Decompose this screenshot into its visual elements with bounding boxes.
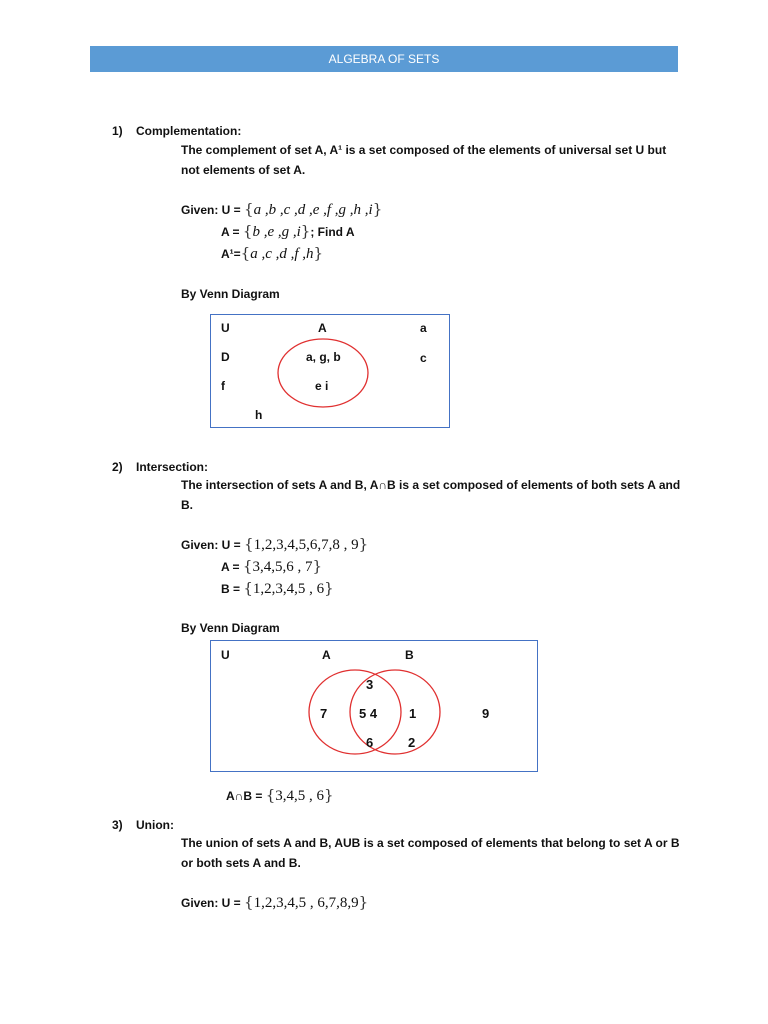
s2-venn-9: 9 <box>482 706 490 721</box>
s2-given-b: B = {1,2,3,4,5 , 6} <box>221 579 334 597</box>
s1-given-u: Given: U = {a ,b ,c ,d ,e ,f ,g ,h ,i} <box>181 200 383 218</box>
s3-given-u-label: Given: U = <box>181 896 241 910</box>
s1-venn-inside-2: e i <box>315 379 329 393</box>
s1-ac-set: a ,c ,d ,f ,h <box>250 246 314 262</box>
s2-venn-diagram <box>210 640 538 772</box>
s2-venn-2: 2 <box>408 735 416 750</box>
s2-result-set: 3,4,5 , 6 <box>275 788 324 804</box>
s1-venn-h: h <box>255 408 263 422</box>
section-1-desc-line1: The complement of set A, A¹ is a set composed of the elements of universal set U but <box>181 143 667 157</box>
s1-given-a: A = {b ,e ,g ,i}; Find A <box>221 222 355 240</box>
s1-given-u-label: Given: U = <box>181 203 241 217</box>
section-3-desc-line1: The union of sets A and B, AUB is a set composed of elements that belong to set A or B <box>181 836 680 850</box>
s1-venn-d: D <box>221 350 230 364</box>
s2-venn-1: 1 <box>409 706 417 721</box>
s2-b-label: B = <box>221 582 241 596</box>
s1-venn-c: c <box>420 351 427 365</box>
s2-venn-u: U <box>221 648 230 662</box>
page-header <box>90 46 678 72</box>
s2-a-set: 3,4,5,6 , 7 <box>252 559 313 575</box>
s1-a-label: A = <box>221 225 240 239</box>
s3-given-u: Given: U = {1,2,3,4,5 , 6,7,8,9} <box>181 893 369 911</box>
s3-given-u-set: 1,2,3,4,5 , 6,7,8,9 <box>253 895 359 911</box>
s2-given-u: Given: U = {1,2,3,4,5,6,7,8 , 9} <box>181 535 369 553</box>
s2-result: A∩B = {3,4,5 , 6} <box>226 786 334 804</box>
s1-venn-diagram <box>210 314 450 428</box>
s1-a-set: b ,e ,g ,i <box>252 224 301 240</box>
section-1-title: Complementation: <box>136 124 242 138</box>
s1-given-u-set: a ,b ,c ,d ,e ,f ,g ,h ,i <box>253 202 373 218</box>
section-3-desc-line2: or both sets A and B. <box>181 856 301 870</box>
s1-venn-a-outside: a <box>420 321 427 335</box>
s2-venn-6: 6 <box>366 735 374 750</box>
s2-result-label: A∩B = <box>226 789 263 803</box>
s2-venn-b-label: B <box>405 648 414 662</box>
s2-given-u-set: 1,2,3,4,5,6,7,8 , 9 <box>253 537 359 553</box>
s2-venn-a-label: A <box>322 648 331 662</box>
s2-a-label: A = <box>221 560 240 574</box>
section-2-title: Intersection: <box>136 460 209 474</box>
section-1-number: 1) <box>112 124 123 138</box>
section-2-desc-line1: The intersection of sets A and B, A∩B is a set composed of elements of both sets A and <box>181 478 681 492</box>
s2-venn-7: 7 <box>320 706 328 721</box>
s1-venn-u: U <box>221 321 230 335</box>
s1-venn-a-label: A <box>318 321 327 335</box>
s2-b-set: 1,2,3,4,5 , 6 <box>252 581 325 597</box>
section-2-desc-line2: B. <box>181 498 193 512</box>
s1-a-suffix: ; Find A <box>310 225 355 239</box>
page-title: ALGEBRA OF SETS <box>328 52 440 66</box>
s2-venn-label: By Venn Diagram <box>181 621 280 635</box>
s2-given-a: A = {3,4,5,6 , 7} <box>221 557 322 575</box>
s1-venn-circle-svg <box>211 315 449 427</box>
s2-venn-5-4: 5 4 <box>359 706 378 721</box>
s1-complement: A¹={a ,c ,d ,f ,h} <box>221 244 324 262</box>
s1-ac-label: A¹= <box>221 247 241 261</box>
section-3-title: Union: <box>136 818 174 832</box>
s1-venn-f: f <box>221 379 225 393</box>
s2-venn-3: 3 <box>366 677 374 692</box>
s2-given-u-label: Given: U = <box>181 538 241 552</box>
section-3-number: 3) <box>112 818 123 832</box>
section-2-number: 2) <box>112 460 123 474</box>
section-1-desc-line2: not elements of set A. <box>181 163 306 177</box>
s1-venn-inside-1: a, g, b <box>306 350 341 364</box>
s1-venn-label: By Venn Diagram <box>181 287 280 301</box>
